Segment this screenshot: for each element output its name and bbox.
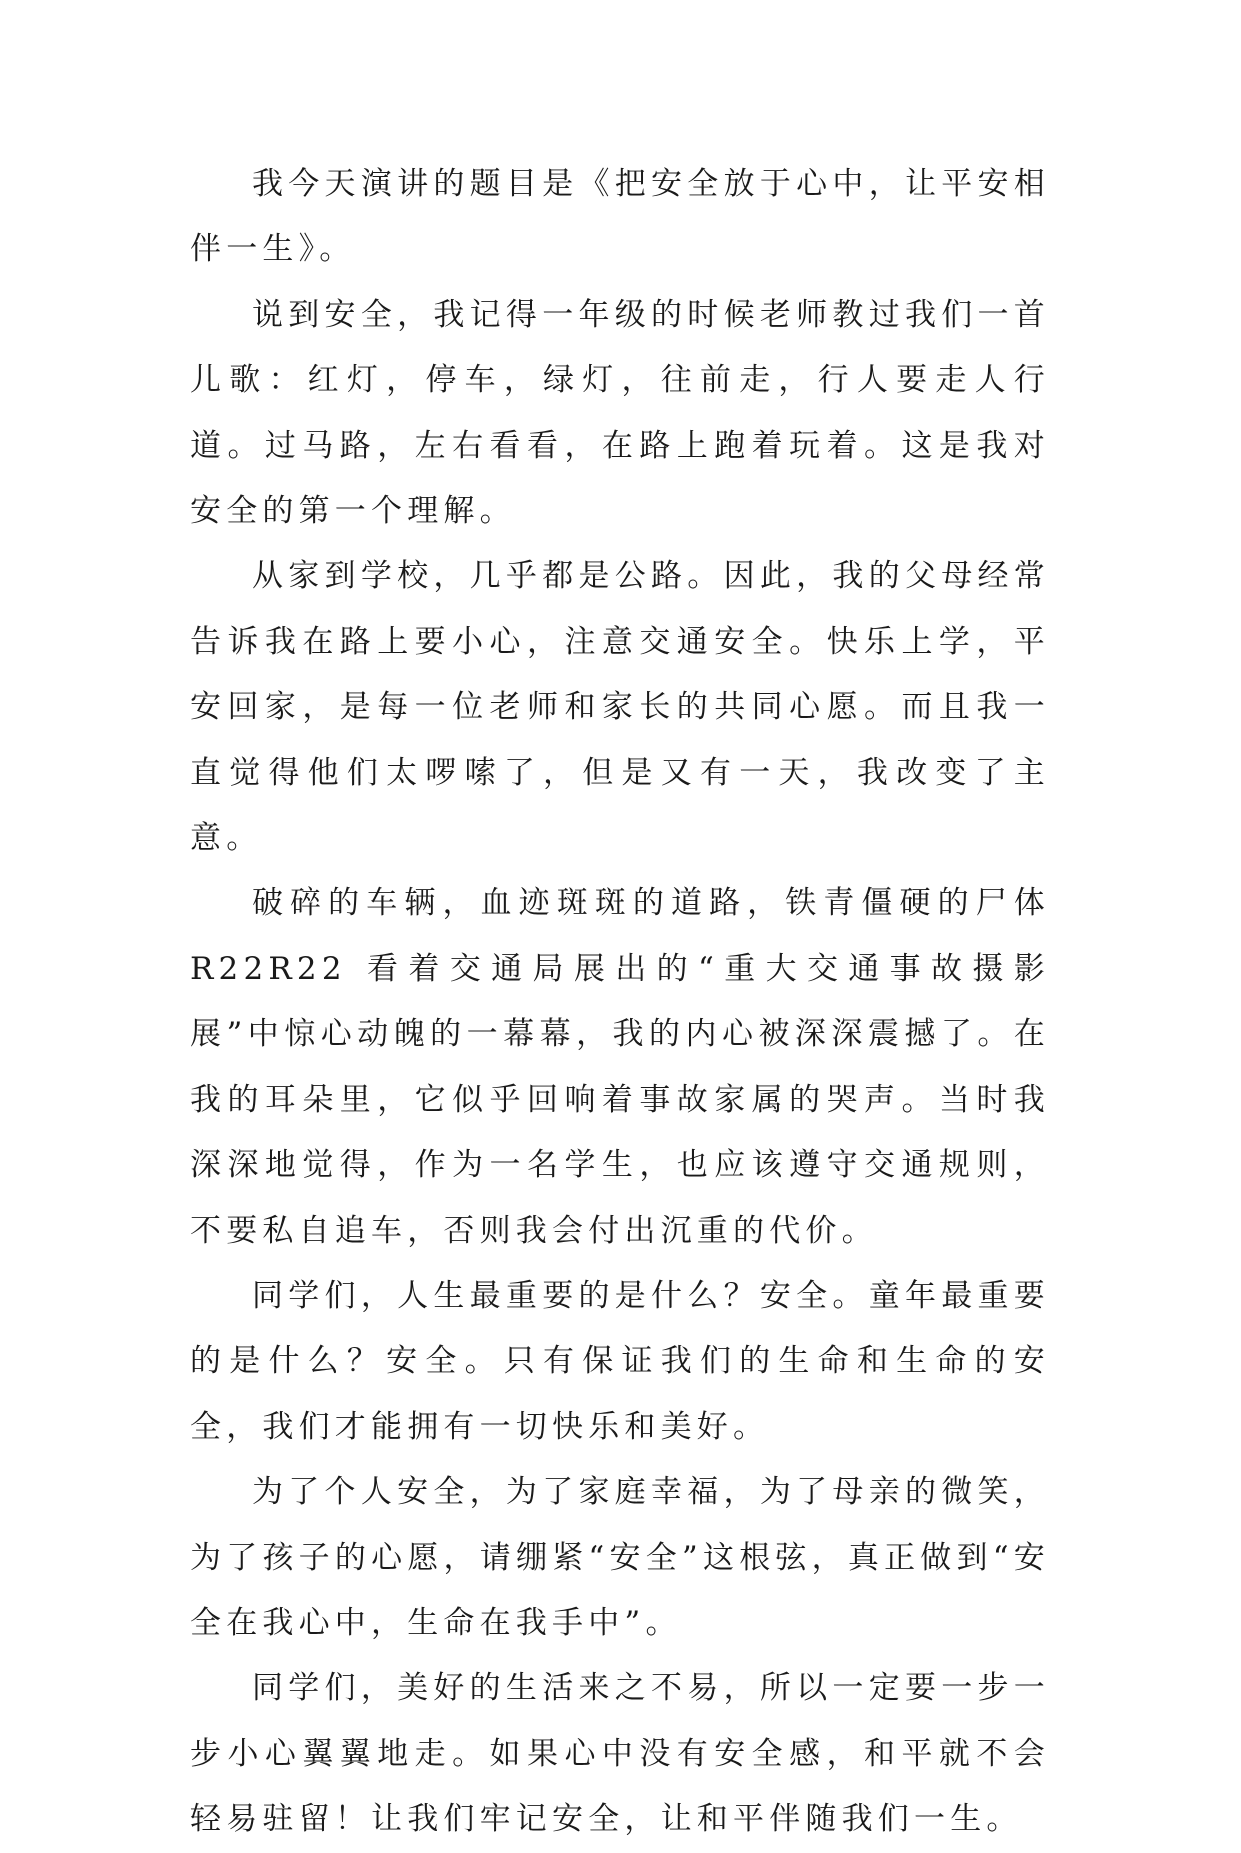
- paragraph-1: 我今天演讲的题目是《把安全放于心中，让平安相伴一生》。: [190, 166, 1050, 268]
- paragraph-6: 为了个人安全，为了家庭幸福，为了母亲的微笑，为了孩子的心愿，请绷紧“安全”这根弦，真正做到“安全在我心中，生命在我手中”。: [190, 1474, 1050, 1641]
- speech-body: [190, 152, 1050, 1853]
- paragraph-3: 从家到学校，几乎都是公路。因此，我的父母经常告诉我在路上要小心，注意交通安全。快乐上学，平安回家，是每一位老师和家长的共同心愿。而且我一直觉得他们太啰嗦了，但是又有一天，我改变了主意。: [190, 558, 1050, 857]
- paragraph-5: 同学们，人生最重要的是什么？安全。童年最重要的是什么？安全。只有保证我们的生命和生命的安全，我们才能拥有一切快乐和美好。: [190, 1277, 1050, 1445]
- paragraph-2: 说到安全，我记得一年级的时候老师教过我们一首儿歌：红灯，停车，绿灯，往前走，行人要走人行道。过马路，左右看看，在路上跑着玩着。这是我对安全的第一个理解。: [190, 296, 1050, 530]
- paragraph-7: 同学们，美好的生活来之不易，所以一定要一步一步小心翼翼地走。如果心中没有安全感，和平就不会轻易驻留！让我们牢记安全，让和平伴随我们一生。: [190, 1670, 1050, 1838]
- paragraph-4: 破碎的车辆，血迹斑斑的道路，铁青僵硬的尸体 R22R22 看着交通局展出的“重大交通事故摄影展”中惊心动魄的一幕幕，我的内心被深深震撼了。在我的耳朵里，它似乎回响着事故家属的哭声。当时我深深地觉得，作为一名学生，也应该遵守交通规则，不要私自追车，否则我会付出沉重的代价。: [190, 885, 1050, 1249]
